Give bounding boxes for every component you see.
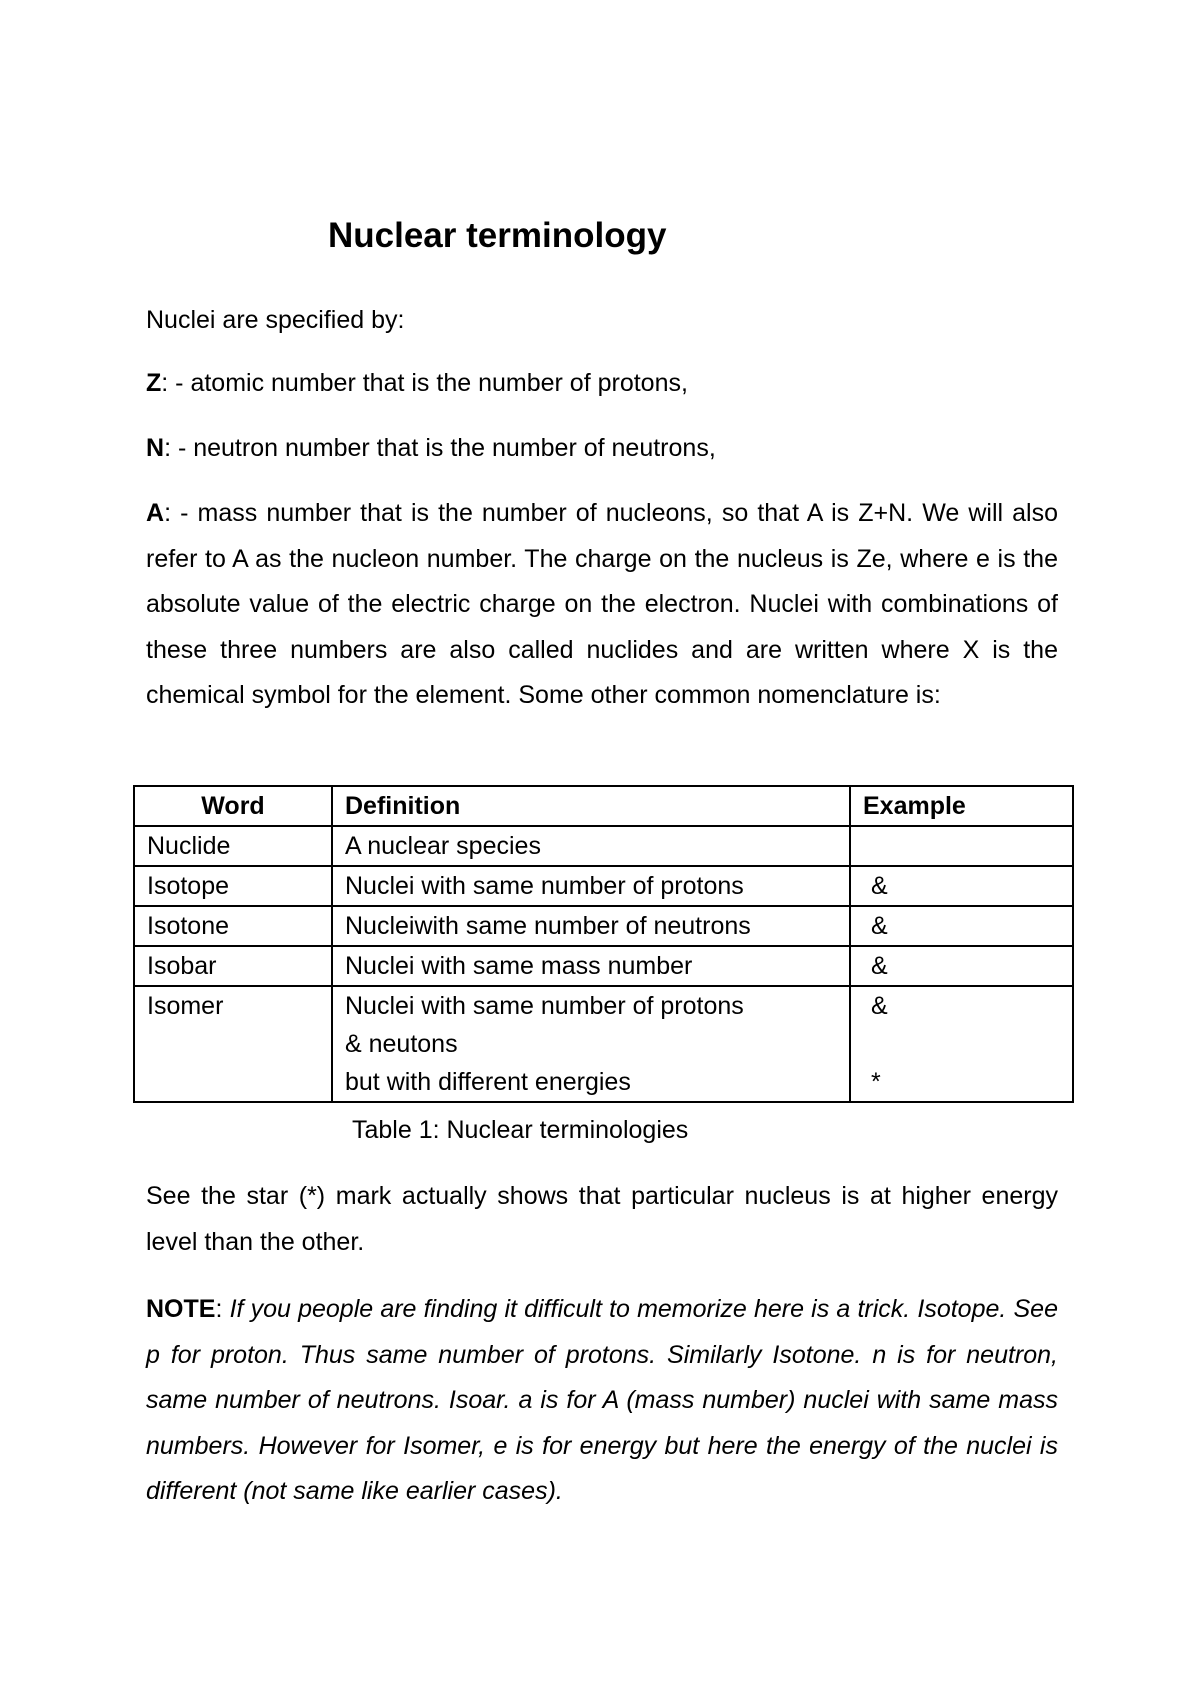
symbol-z: Z bbox=[146, 369, 162, 397]
table-row bbox=[134, 866, 1073, 906]
note-separator: : bbox=[215, 1295, 230, 1323]
note-label: NOTE bbox=[146, 1295, 216, 1323]
cell-example bbox=[850, 986, 1073, 1102]
table-caption: Table 1: Nuclear terminologies bbox=[352, 1116, 689, 1144]
intro-text: Nuclei are specified by: bbox=[146, 306, 405, 334]
note-text: If you people are finding it difficult to memorize here is a trick. Isotope. See p for proton. Thus same number of protons. Similarly Isotone. n is for neutron, same number of neutrons. Isoar. a is for A (mass number) nuclei with same mass numbers. However for Isomer, e is for energy but here the energy of the nuclei is different (not same like earlier cases). bbox=[146, 1295, 1058, 1505]
star-note: See the star (*) mark actually shows that particular nucleus is at higher energy level than the other. bbox=[146, 1182, 1058, 1256]
note-paragraph bbox=[146, 1287, 1058, 1515]
definition-n bbox=[146, 431, 1058, 465]
definition-line: Nuclei with same number of protons bbox=[345, 992, 744, 1020]
cell-word: Isomer bbox=[134, 986, 332, 1102]
header-definition: Definition bbox=[332, 786, 850, 826]
example-line: & bbox=[871, 992, 888, 1020]
cell-word: Isobar bbox=[134, 946, 332, 986]
cell-example bbox=[850, 826, 1073, 866]
table-row bbox=[134, 906, 1073, 946]
cell-word: Isotone bbox=[134, 906, 332, 946]
cell-example: & bbox=[850, 906, 1073, 946]
header-example: Example bbox=[850, 786, 1073, 826]
table-row bbox=[134, 826, 1073, 866]
symbol-a: A bbox=[146, 499, 165, 527]
cell-word: Isotope bbox=[134, 866, 332, 906]
cell-example: & bbox=[850, 946, 1073, 986]
definition-z bbox=[146, 366, 1058, 400]
definition-z-text: : - atomic number that is the number of protons, bbox=[161, 369, 688, 397]
definition-a bbox=[146, 491, 1058, 719]
definition-n-text: : - neutron number that is the number of neutrons, bbox=[164, 434, 716, 462]
page-title: Nuclear terminology bbox=[328, 216, 667, 255]
header-word: Word bbox=[134, 786, 332, 826]
terminology-table bbox=[133, 785, 1074, 1103]
cell-word: Nuclide bbox=[134, 826, 332, 866]
cell-definition: Nuclei with same mass number bbox=[332, 946, 850, 986]
definition-line: but with different energies bbox=[345, 1068, 631, 1096]
symbol-n: N bbox=[146, 434, 165, 462]
cell-definition: Nuclei with same number of protons bbox=[332, 866, 850, 906]
cell-definition: A nuclear species bbox=[332, 826, 850, 866]
table-row bbox=[134, 986, 1073, 1102]
table-row bbox=[134, 946, 1073, 986]
cell-definition bbox=[332, 986, 850, 1102]
cell-definition: Nucleiwith same number of neutrons bbox=[332, 906, 850, 946]
example-line bbox=[871, 1025, 1060, 1063]
definition-line: & neutons bbox=[345, 1030, 458, 1058]
table-header-row bbox=[134, 786, 1073, 826]
example-line: * bbox=[871, 1068, 881, 1096]
definition-a-text: : - mass number that is the number of nucleons, so that A is Z+N. We will also refer to A as the nucleon number. The charge on the nucleus is Ze, where e is the absolute value of the electric charge on the electron. Nuclei with combinations of these three numbers are also called nuclides and are written where X is the chemical symbol for the element. Some other common nomenclature is: bbox=[146, 499, 1058, 709]
cell-example: & bbox=[850, 866, 1073, 906]
